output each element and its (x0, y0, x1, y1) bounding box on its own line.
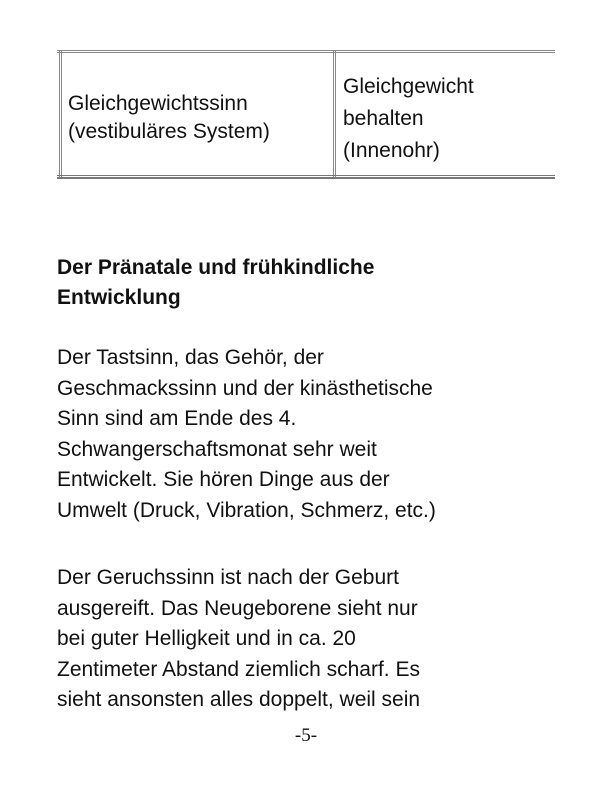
text-line: ausgereift. Das Neugeborene sieht nur (57, 596, 418, 620)
cell-line: (Innenohr) (343, 139, 440, 162)
text-line: Der Geruchssinn ist nach der Geburt (57, 566, 399, 589)
page-number: -5- (294, 725, 318, 746)
cell-line: (vestibuläres System) (68, 120, 270, 143)
text-line: Der Tastsinn, das Gehör, der (57, 346, 324, 369)
cell-line: Gleichgewichtssinn (68, 92, 248, 115)
table-left-border (59, 50, 62, 178)
table-cell-function (343, 71, 555, 167)
section-heading (57, 253, 374, 313)
cell-line: Gleichgewicht (343, 75, 474, 98)
text-line: Zentimeter Abstand ziemlich scharf. Es (57, 657, 420, 681)
text-line: Entwickelt. Sie hören Dinge aus der (57, 468, 390, 491)
table-cell-sense (68, 90, 338, 146)
paragraph-1 (57, 343, 436, 526)
heading-line: Der Pränatale und frühkindliche (57, 256, 375, 279)
heading-line: Entwicklung (57, 286, 181, 309)
text-line: Geschmackssinn und der kinästhetische (57, 376, 433, 400)
text-line: bei guter Helligkeit und in ca. 20 (57, 627, 356, 650)
text-line: Schwangerschaftsmonat sehr weit (57, 437, 377, 461)
text-line: Sinn sind am Ende des 4. (57, 407, 297, 430)
paragraph-2 (57, 563, 420, 716)
table-top-border (57, 50, 555, 53)
text-line: Umwelt (Druck, Vibration, Schmerz, etc.) (57, 498, 436, 522)
table-bottom-border (57, 175, 555, 179)
text-line: sieht ansonsten alles doppelt, weil sein (57, 688, 421, 711)
cell-line: behalten (343, 107, 424, 130)
